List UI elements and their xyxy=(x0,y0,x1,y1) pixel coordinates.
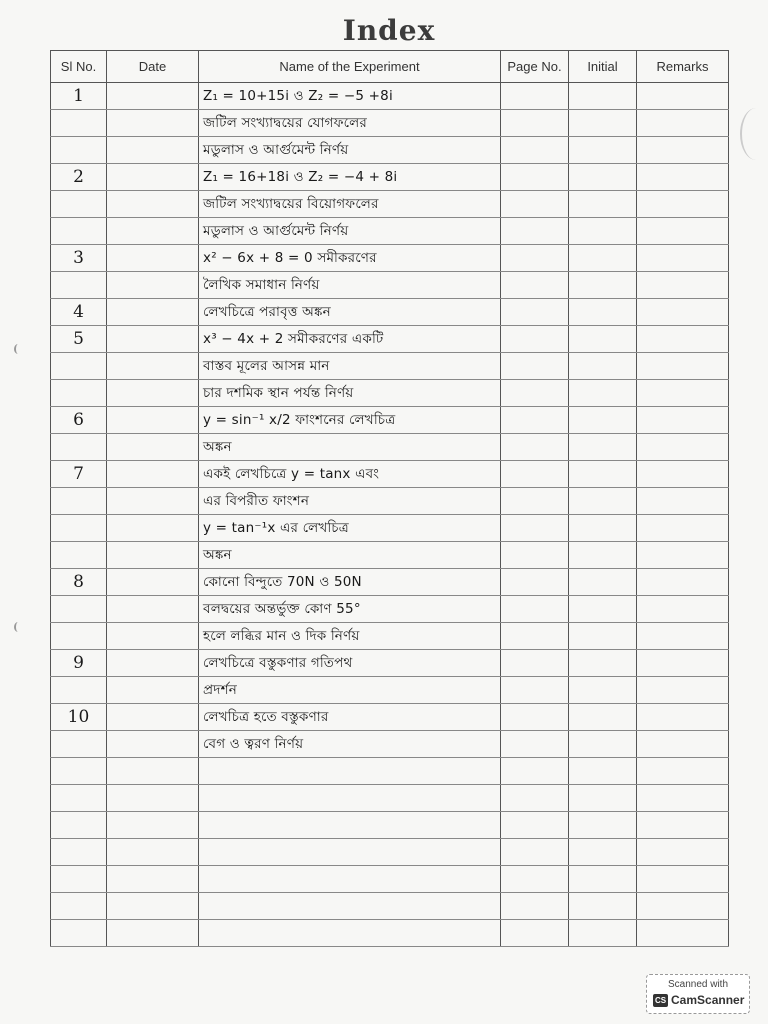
sl-no-cell: 6 xyxy=(51,407,107,434)
remarks-cell xyxy=(637,218,729,245)
initial-cell xyxy=(569,758,637,785)
table-row xyxy=(51,434,729,461)
table-row xyxy=(51,812,729,839)
experiment-name-cell: জটিল সংখ্যাদ্বয়ের যোগফলের xyxy=(199,110,501,137)
table-row xyxy=(51,515,729,542)
column-header-sl-no: Sl No. xyxy=(51,51,107,83)
sl-no-cell xyxy=(51,515,107,542)
remarks-cell xyxy=(637,623,729,650)
date-cell xyxy=(107,137,199,164)
table-row xyxy=(51,83,729,110)
experiment-name-cell: জটিল সংখ্যাদ্বয়ের বিয়োগফলের xyxy=(199,191,501,218)
sl-no-cell xyxy=(51,677,107,704)
experiment-name-cell xyxy=(199,785,501,812)
sl-no-cell xyxy=(51,812,107,839)
sl-no-cell xyxy=(51,191,107,218)
sl-no-cell xyxy=(51,218,107,245)
experiment-name-cell xyxy=(199,758,501,785)
page-no-cell xyxy=(501,677,569,704)
sl-no-cell xyxy=(51,110,107,137)
page-no-cell xyxy=(501,407,569,434)
page-no-cell xyxy=(501,380,569,407)
remarks-cell xyxy=(637,839,729,866)
table-row xyxy=(51,191,729,218)
date-cell xyxy=(107,758,199,785)
initial-cell xyxy=(569,353,637,380)
experiment-name-cell: কোনো বিন্দুতে 70N ও 50N xyxy=(199,569,501,596)
experiment-name-cell xyxy=(199,866,501,893)
page-no-cell xyxy=(501,326,569,353)
remarks-cell xyxy=(637,434,729,461)
remarks-cell xyxy=(637,920,729,947)
sl-no-cell xyxy=(51,137,107,164)
experiment-name-cell: প্রদর্শন xyxy=(199,677,501,704)
page-no-cell xyxy=(501,434,569,461)
page-no-cell xyxy=(501,353,569,380)
remarks-cell xyxy=(637,677,729,704)
table-row xyxy=(51,839,729,866)
page-no-cell xyxy=(501,218,569,245)
initial-cell xyxy=(569,245,637,272)
date-cell xyxy=(107,569,199,596)
date-cell xyxy=(107,488,199,515)
table-row xyxy=(51,380,729,407)
experiment-name-cell: হলে লব্ধির মান ও দিক নির্ণয় xyxy=(199,623,501,650)
date-cell xyxy=(107,677,199,704)
page-no-cell xyxy=(501,488,569,515)
initial-cell xyxy=(569,542,637,569)
sl-no-cell xyxy=(51,380,107,407)
experiment-name-cell xyxy=(199,839,501,866)
date-cell xyxy=(107,704,199,731)
table-row xyxy=(51,704,729,731)
remarks-cell xyxy=(637,353,729,380)
sl-no-cell xyxy=(51,785,107,812)
experiment-name-cell: মডুলাস ও আর্গুমেন্ট নির্ণয় xyxy=(199,137,501,164)
page-no-cell xyxy=(501,785,569,812)
table-row xyxy=(51,623,729,650)
remarks-cell xyxy=(637,785,729,812)
date-cell xyxy=(107,434,199,461)
table-row xyxy=(51,218,729,245)
initial-cell xyxy=(569,110,637,137)
table-row xyxy=(51,245,729,272)
date-cell xyxy=(107,623,199,650)
sl-no-cell: 1 xyxy=(51,83,107,110)
experiment-name-cell: Z₁ = 16+18i ও Z₂ = −4 + 8i xyxy=(199,164,501,191)
experiment-name-cell: লেখচিত্রে বস্তুকণার গতিপথ xyxy=(199,650,501,677)
initial-cell xyxy=(569,434,637,461)
experiment-name-cell: y = tan⁻¹x এর লেখচিত্র xyxy=(199,515,501,542)
date-cell xyxy=(107,326,199,353)
experiment-name-cell: y = sin⁻¹ x/2 ফাংশনের লেখচিত্র xyxy=(199,407,501,434)
table-body xyxy=(51,83,729,947)
remarks-cell xyxy=(637,542,729,569)
table-row xyxy=(51,353,729,380)
table-row xyxy=(51,866,729,893)
initial-cell xyxy=(569,380,637,407)
remarks-cell xyxy=(637,83,729,110)
initial-cell xyxy=(569,407,637,434)
experiment-name-cell xyxy=(199,893,501,920)
sl-no-cell: 9 xyxy=(51,650,107,677)
sl-no-cell xyxy=(51,353,107,380)
date-cell xyxy=(107,83,199,110)
table-row xyxy=(51,461,729,488)
initial-cell xyxy=(569,812,637,839)
experiment-name-cell xyxy=(199,920,501,947)
column-header-experiment-name: Name of the Experiment xyxy=(199,51,501,83)
column-header-initial: Initial xyxy=(569,51,637,83)
initial-cell xyxy=(569,596,637,623)
table-row xyxy=(51,137,729,164)
column-header-date: Date xyxy=(107,51,199,83)
experiment-name-cell: অঙ্কন xyxy=(199,542,501,569)
page-no-cell xyxy=(501,731,569,758)
date-cell xyxy=(107,650,199,677)
experiment-name-cell: এর বিপরীত ফাংশন xyxy=(199,488,501,515)
sl-no-cell xyxy=(51,920,107,947)
camscanner-logo-icon: CS xyxy=(654,995,667,1005)
table-row xyxy=(51,272,729,299)
experiment-name-cell: বলদ্বয়ের অন্তর্ভুক্ত কোণ 55° xyxy=(199,596,501,623)
initial-cell xyxy=(569,137,637,164)
date-cell xyxy=(107,839,199,866)
remarks-cell xyxy=(637,110,729,137)
page-no-cell xyxy=(501,461,569,488)
watermark-line: Scanned with xyxy=(667,979,729,990)
table-row xyxy=(51,407,729,434)
page-no-cell xyxy=(501,569,569,596)
experiment-name-cell: বেগ ও ত্বরণ নির্ণয় xyxy=(199,731,501,758)
page-no-cell xyxy=(501,299,569,326)
remarks-cell xyxy=(637,731,729,758)
initial-cell xyxy=(569,164,637,191)
date-cell xyxy=(107,299,199,326)
experiment-name-cell: মডুলাস ও আর্গুমেন্ট নির্ণয় xyxy=(199,218,501,245)
experiment-name-cell: x³ − 4x + 2 সমীকরণের একটি xyxy=(199,326,501,353)
initial-cell xyxy=(569,461,637,488)
experiment-name-cell: বাস্তব মূলের আসন্ন মান xyxy=(199,353,501,380)
date-cell xyxy=(107,866,199,893)
table-row xyxy=(51,785,729,812)
table-row xyxy=(51,542,729,569)
initial-cell xyxy=(569,650,637,677)
index-table xyxy=(50,50,729,947)
table-row xyxy=(51,164,729,191)
initial-cell xyxy=(569,704,637,731)
page-no-cell xyxy=(501,164,569,191)
remarks-cell xyxy=(637,272,729,299)
experiment-name-cell: চার দশমিক স্থান পর্যন্ত নির্ণয় xyxy=(199,380,501,407)
table-row xyxy=(51,569,729,596)
remarks-cell xyxy=(637,245,729,272)
page-curl-edge xyxy=(740,108,768,160)
remarks-cell xyxy=(637,650,729,677)
table-row xyxy=(51,650,729,677)
initial-cell xyxy=(569,299,637,326)
page-no-cell xyxy=(501,812,569,839)
sl-no-cell xyxy=(51,731,107,758)
page-no-cell xyxy=(501,191,569,218)
column-header-page-no: Page No. xyxy=(501,51,569,83)
sl-no-cell: 4 xyxy=(51,299,107,326)
initial-cell xyxy=(569,515,637,542)
sl-no-cell: 3 xyxy=(51,245,107,272)
remarks-cell xyxy=(637,812,729,839)
date-cell xyxy=(107,893,199,920)
remarks-cell xyxy=(637,569,729,596)
sl-no-cell: 2 xyxy=(51,164,107,191)
table-row xyxy=(51,488,729,515)
sl-no-cell: 5 xyxy=(51,326,107,353)
column-header-remarks: Remarks xyxy=(637,51,729,83)
initial-cell xyxy=(569,326,637,353)
page-no-cell xyxy=(501,704,569,731)
sl-no-cell xyxy=(51,839,107,866)
date-cell xyxy=(107,380,199,407)
table-row xyxy=(51,920,729,947)
page-no-cell xyxy=(501,893,569,920)
table-row xyxy=(51,758,729,785)
page-no-cell xyxy=(501,83,569,110)
date-cell xyxy=(107,731,199,758)
sl-no-cell xyxy=(51,542,107,569)
page-no-cell xyxy=(501,596,569,623)
page-no-cell xyxy=(501,542,569,569)
date-cell xyxy=(107,245,199,272)
sl-no-cell: 10 xyxy=(51,704,107,731)
scanner-watermark xyxy=(646,974,750,1014)
page-no-cell xyxy=(501,866,569,893)
initial-cell xyxy=(569,893,637,920)
initial-cell xyxy=(569,839,637,866)
remarks-cell xyxy=(637,191,729,218)
date-cell xyxy=(107,461,199,488)
experiment-name-cell: Z₁ = 10+15i ও Z₂ = −5 +8i xyxy=(199,83,501,110)
page-no-cell xyxy=(501,920,569,947)
remarks-cell xyxy=(637,461,729,488)
sl-no-cell: 8 xyxy=(51,569,107,596)
initial-cell xyxy=(569,272,637,299)
date-cell xyxy=(107,920,199,947)
initial-cell xyxy=(569,920,637,947)
initial-cell xyxy=(569,677,637,704)
date-cell xyxy=(107,191,199,218)
date-cell xyxy=(107,542,199,569)
date-cell xyxy=(107,515,199,542)
date-cell xyxy=(107,164,199,191)
page-no-cell xyxy=(501,137,569,164)
initial-cell xyxy=(569,488,637,515)
experiment-name-cell: x² − 6x + 8 = 0 সমীকরণের xyxy=(199,245,501,272)
punch-hole-mark xyxy=(14,344,22,354)
page-no-cell xyxy=(501,272,569,299)
remarks-cell xyxy=(637,137,729,164)
date-cell xyxy=(107,353,199,380)
table-row xyxy=(51,326,729,353)
watermark-brand-name: CamScanner xyxy=(671,993,745,1007)
page-no-cell xyxy=(501,839,569,866)
date-cell xyxy=(107,407,199,434)
initial-cell xyxy=(569,785,637,812)
page-title: Index xyxy=(342,14,436,47)
date-cell xyxy=(107,272,199,299)
sl-no-cell xyxy=(51,893,107,920)
sl-no-cell xyxy=(51,623,107,650)
experiment-name-cell: অঙ্কন xyxy=(199,434,501,461)
initial-cell xyxy=(569,623,637,650)
sl-no-cell xyxy=(51,596,107,623)
sl-no-cell xyxy=(51,434,107,461)
remarks-cell xyxy=(637,299,729,326)
page-no-cell xyxy=(501,623,569,650)
sl-no-cell xyxy=(51,488,107,515)
page-no-cell xyxy=(501,758,569,785)
experiment-name-cell: লেখচিত্র হতে বস্তুকণার xyxy=(199,704,501,731)
remarks-cell xyxy=(637,164,729,191)
sl-no-cell xyxy=(51,272,107,299)
initial-cell xyxy=(569,191,637,218)
sl-no-cell xyxy=(51,758,107,785)
experiment-name-cell xyxy=(199,812,501,839)
experiment-name-cell: লৈখিক সমাধান নির্ণয় xyxy=(199,272,501,299)
remarks-cell xyxy=(637,596,729,623)
page-no-cell xyxy=(501,515,569,542)
initial-cell xyxy=(569,569,637,596)
initial-cell xyxy=(569,218,637,245)
table-row xyxy=(51,110,729,137)
initial-cell xyxy=(569,866,637,893)
initial-cell xyxy=(569,83,637,110)
remarks-cell xyxy=(637,488,729,515)
page-no-cell xyxy=(501,110,569,137)
date-cell xyxy=(107,812,199,839)
sl-no-cell xyxy=(51,866,107,893)
punch-hole-mark xyxy=(14,622,22,632)
remarks-cell xyxy=(637,515,729,542)
page-no-cell xyxy=(501,650,569,677)
date-cell xyxy=(107,785,199,812)
table-row xyxy=(51,677,729,704)
table-row xyxy=(51,893,729,920)
watermark-brand xyxy=(653,993,744,1007)
sl-no-cell: 7 xyxy=(51,461,107,488)
table-header-row xyxy=(51,51,729,83)
initial-cell xyxy=(569,731,637,758)
remarks-cell xyxy=(637,704,729,731)
table-row xyxy=(51,596,729,623)
remarks-cell xyxy=(637,407,729,434)
page-no-cell xyxy=(501,245,569,272)
date-cell xyxy=(107,218,199,245)
remarks-cell xyxy=(637,758,729,785)
experiment-name-cell: লেখচিত্রে পরাবৃত্ত অঙ্কন xyxy=(199,299,501,326)
date-cell xyxy=(107,596,199,623)
date-cell xyxy=(107,110,199,137)
table-row xyxy=(51,731,729,758)
table-row xyxy=(51,299,729,326)
remarks-cell xyxy=(637,380,729,407)
remarks-cell xyxy=(637,866,729,893)
remarks-cell xyxy=(637,326,729,353)
experiment-name-cell: একই লেখচিত্রে y = tanx এবং xyxy=(199,461,501,488)
remarks-cell xyxy=(637,893,729,920)
